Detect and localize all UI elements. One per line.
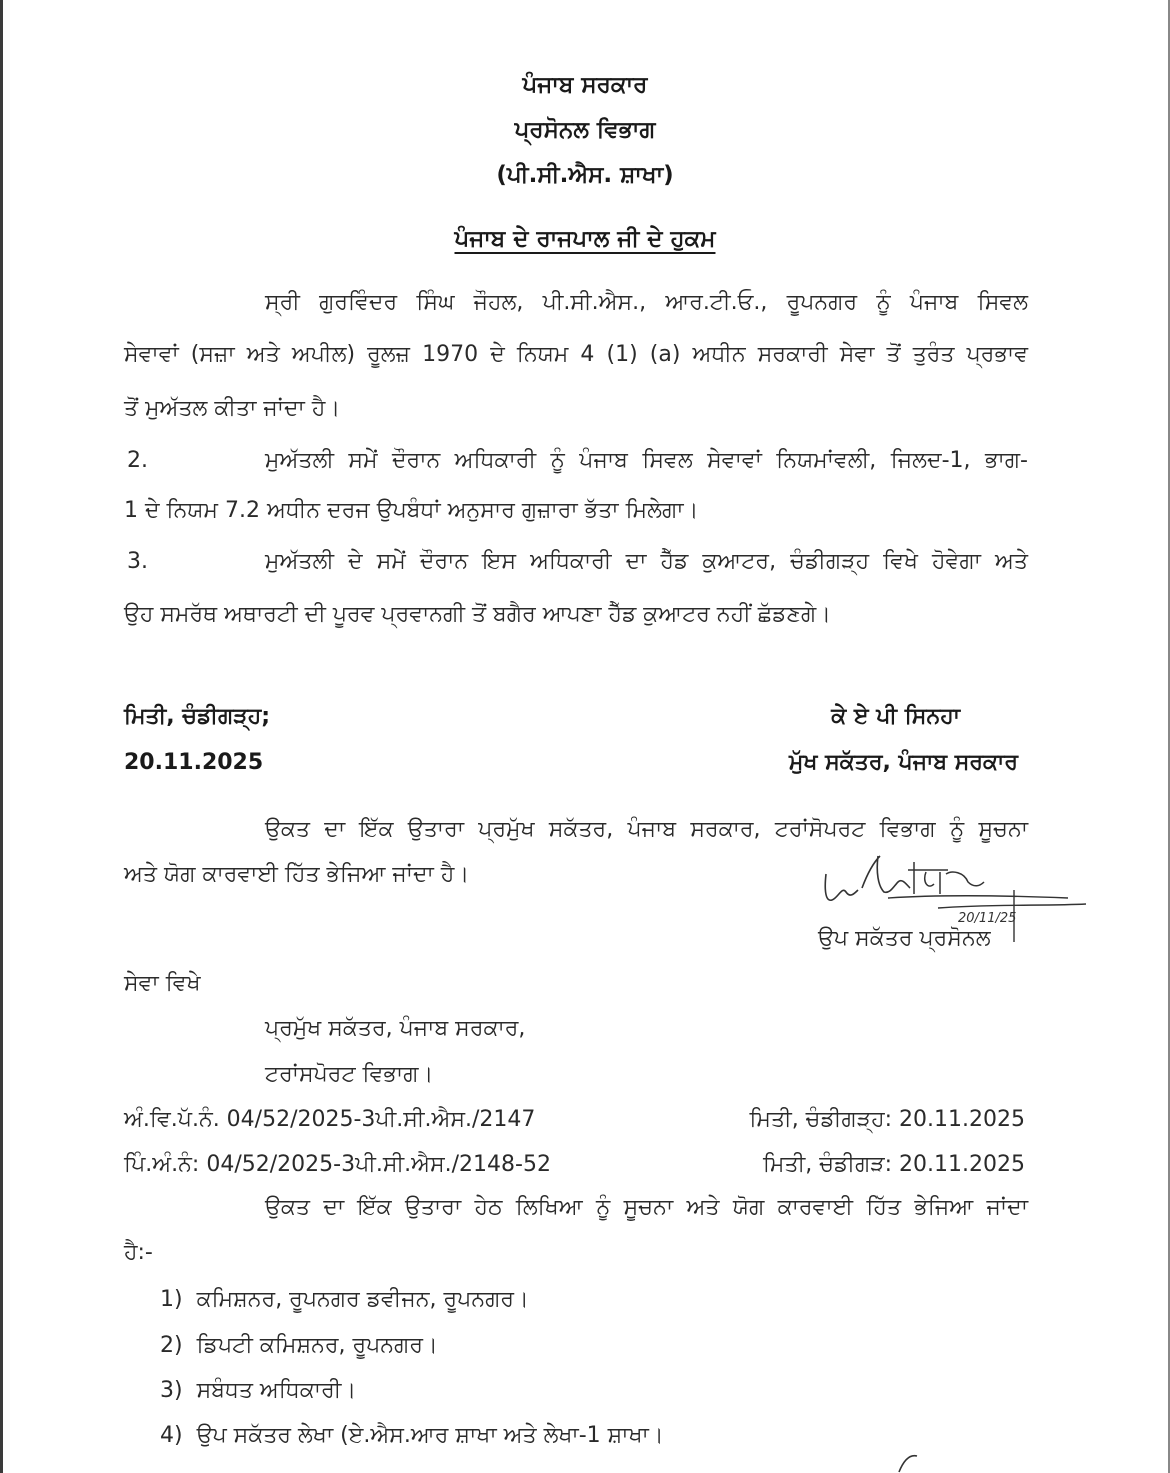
addressee-line1: ਪ੍ਰਮੁੱਖ ਸਕੱਤਰ, ਪੰਜਾਬ ਸਰਕਾਰ, [265,1016,526,1041]
distribution-item [160,1333,438,1358]
page-frame-left [0,0,3,1473]
copy2-line1: ਉਕਤ ਦਾ ਇੱਕ ਉਤਾਰਾ ਹੇਠ ਲਿਖਿਆ ਨੂੰ ਸੂਚਨਾ ਅਤੇ ਯੋਗ ਕਾਰਵਾਈ ਹਿੱਤ ਭੇਜਿਆ ਜਾਂਦਾ [265,1195,1028,1220]
order-date: 20.11.2025 [124,750,264,775]
signature-date: 20/11/25 [958,911,1017,926]
para1-line2: ਸੇਵਾਵਾਂ (ਸਜ਼ਾ ਅਤੇ ਅਪੀਲ) ਰੂਲਜ਼ 1970 ਦੇ ਨਿਯਮ 4 (1) (a) ਅਧੀਨ ਸਰਕਾਰੀ ਸੇਵਾ ਤੋਂ ਤੁਰੰਤ ਪ੍ਰਭਾਵ [124,342,1028,367]
date-place-label: ਮਿਤੀ, ਚੰਡੀਗੜ੍ਹ; [124,704,271,729]
header-government: ਪੰਜਾਬ ਸਰਕਾਰ [522,72,648,98]
addressee-line2: ਟਰਾਂਸਪੋਰਟ ਵਿਭਾਗ। [265,1062,434,1087]
pen-stroke-mark [895,1452,935,1473]
copy1-line1: ਉਕਤ ਦਾ ਇੱਕ ਉਤਾਰਾ ਪ੍ਰਮੁੱਖ ਸਕੱਤਰ, ਪੰਜਾਬ ਸਰਕਾਰ, ਟਰਾਂਸੋਪਰਟ ਵਿਭਾਗ ਨੂੰ ਸੂਚਨਾ [265,817,1028,842]
endorsement-date-2: ਮਿਤੀ, ਚੰਡੀਗੜ: 20.11.2025 [762,1152,1025,1177]
endorsement-ref-1: ਅੰ.ਵਿ.ਪੱ.ਨੰ. 04/52/2025-3ਪੀ.ਸੀ.ਐਸ./2147 [124,1107,536,1132]
distribution-text: ਉਪ ਸਕੱਤਰ ਲੇਖਾ (ਏ.ਐਸ.ਆਰ ਸ਼ਾਖਾ ਅਤੇ ਲੇਖਾ-1 ਸ਼ਾਖਾ। [196,1423,664,1448]
addressee-label: ਸੇਵਾ ਵਿਖੇ [124,971,201,996]
distribution-item [160,1423,664,1448]
header-branch: (ਪੀ.ਸੀ.ਐਸ. ਸ਼ਾਖਾ) [496,162,674,188]
distribution-item [160,1378,356,1403]
distribution-number: 3) [160,1378,183,1403]
para2-number: 2. [127,448,148,473]
distribution-number: 2) [160,1333,183,1358]
distribution-text: ਡਿਪਟੀ ਕਮਿਸ਼ਨਰ, ਰੂਪਨਗਰ। [196,1333,438,1358]
distribution-number: 4) [160,1423,183,1448]
para2-line2: 1 ਦੇ ਨਿਯਮ 7.2 ਅਧੀਨ ਦਰਜ ਉਪਬੰਧਾਂ ਅਨੁਸਾਰ ਗੁਜ਼ਾਰਾ ਭੱਤਾ ਮਿਲੇਗਾ। [124,498,699,523]
distribution-item [160,1287,529,1312]
signatory-designation: ਮੁੱਖ ਸਕੱਤਰ, ਪੰਜਾਬ ਸਰਕਾਰ [789,750,1018,775]
copy2-line2: ਹੈ:- [124,1240,153,1265]
distribution-number: 1) [160,1287,183,1312]
para3-line1: ਮੁਅੱਤਲੀ ਦੇ ਸਮੇਂ ਦੌਰਾਨ ਇਸ ਅਧਿਕਾਰੀ ਦਾ ਹੈੱਡ ਕੁਆਟਰ, ਚੰਡੀਗੜ੍ਹ ਵਿਖੇ ਹੋਵੇਗਾ ਅਤੇ [265,549,1028,574]
header-department: ਪ੍ਰਸੋਨਲ ਵਿਭਾਗ [514,117,656,143]
para1-line3: ਤੋਂ ਮੁਅੱਤਲ ਕੀਤਾ ਜਾਂਦਾ ਹੈ। [124,396,341,421]
signatory-name: ਕੇ ਏ ਪੀ ਸਿਨਹਾ [831,704,960,729]
endorsement-date-1: ਮਿਤੀ, ਚੰਡੀਗੜ੍ਹ: 20.11.2025 [749,1107,1025,1132]
para2-line1: ਮੁਅੱਤਲੀ ਸਮੇਂ ਦੌਰਾਨ ਅਧਿਕਾਰੀ ਨੂੰ ਪੰਜਾਬ ਸਿਵਲ ਸੇਵਾਵਾਂ ਨਿਯਮਾਂਵਲੀ, ਜਿਲਦ-1, ਭਾਗ- [265,448,1028,473]
para1-line1: ਸ੍ਰੀ ਗੁਰਵਿੰਦਰ ਸਿੰਘ ਜੌਹਲ, ਪੀ.ਸੀ.ਐਸ., ਆਰ.ਟੀ.ਓ., ਰੂਪਨਗਰ ਨੂੰ ਪੰਜਾਬ ਸਿਵਲ [265,290,1028,315]
deputy-designation: ਉਪ ਸਕੱਤਰ ਪ੍ਰਸੋਨਲ [818,926,991,951]
distribution-text: ਕਮਿਸ਼ਨਰ, ਰੂਪਨਗਰ ਡਵੀਜਨ, ਰੂਪਨਗਰ। [196,1287,529,1312]
endorsement-ref-2: ਪਿੰ.ਅੰ.ਨੰ: 04/52/2025-3ਪੀ.ਸੀ.ਐਸ./2148-52 [124,1152,551,1177]
copy1-line2: ਅਤੇ ਯੋਗ ਕਾਰਵਾਈ ਹਿੱਤ ਭੇਜਿਆ ਜਾਂਦਾ ਹੈ। [124,862,470,887]
para3-line2: ਉਹ ਸਮਰੱਥ ਅਥਾਰਟੀ ਦੀ ਪੂਰਵ ਪ੍ਰਵਾਨਗੀ ਤੋਂ ਬਗੈਰ ਆਪਣਾ ਹੈੱਡ ਕੁਆਟਰ ਨਹੀਂ ਛੱਡਣਗੇ। [124,602,832,627]
para3-number: 3. [127,549,148,574]
order-title: ਪੰਜਾਬ ਦੇ ਰਾਜਪਾਲ ਜੀ ਦੇ ਹੁਕਮ [454,226,716,252]
distribution-text: ਸਬੰਧਤ ਅਧਿਕਾਰੀ। [196,1378,357,1403]
